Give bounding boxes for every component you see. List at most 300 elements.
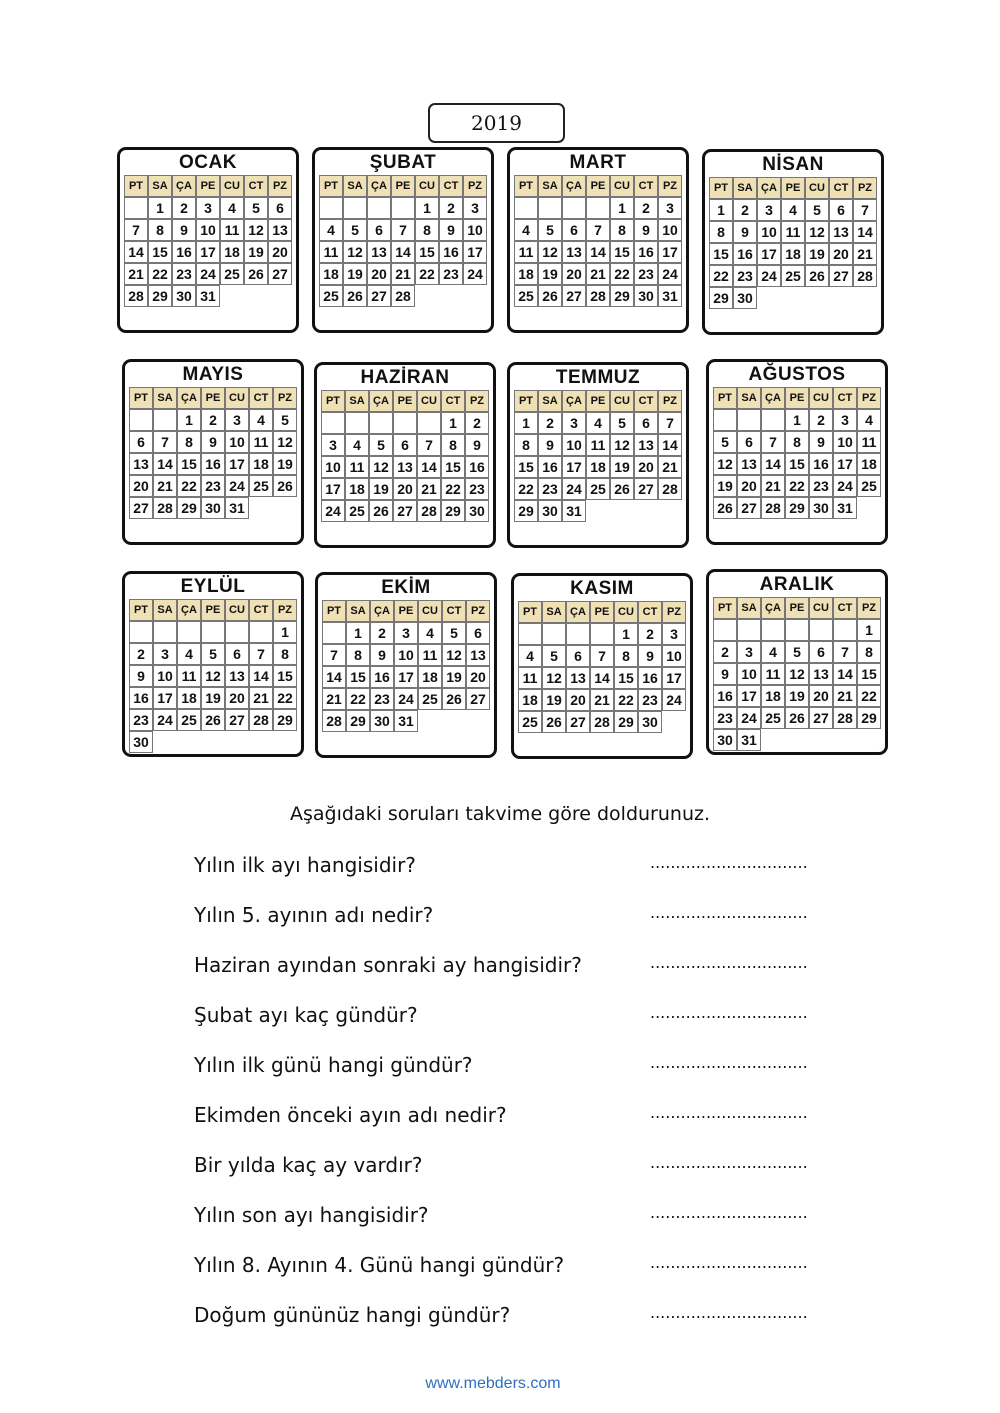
weekday-header: PT [319,175,343,197]
day-cell: 17 [562,456,586,478]
day-cell: 28 [590,711,614,733]
day-cell: 16 [809,453,833,475]
day-cell: 23 [809,475,833,497]
weekday-header: ÇA [369,390,393,412]
answer-blank[interactable]: ............................... [650,1003,808,1022]
day-cell: 11 [586,434,610,456]
day-cell: 31 [658,285,682,307]
day-cell: 1 [709,199,733,221]
month-name: KASIM [570,578,634,599]
day-cell: 24 [757,265,781,287]
weekday-header: PZ [273,599,297,621]
day-cell: 10 [153,665,177,687]
weekday-header: PZ [463,175,487,197]
day-cell: 24 [833,475,857,497]
day-cell: 8 [273,643,297,665]
day-cell: 27 [129,497,153,519]
day-cell: 15 [273,665,297,687]
weekday-header: CU [809,387,833,409]
month-ocak [117,147,299,333]
day-grid [514,390,686,522]
weekday-header: PZ [658,390,682,412]
weekday-header: CT [442,600,466,622]
weekday-header: PT [518,601,542,623]
empty-cell [153,409,177,431]
weekday-header: SA [153,387,177,409]
weekday-header: PT [322,600,346,622]
day-cell: 27 [268,263,292,285]
day-cell: 24 [463,263,487,285]
day-cell: 14 [249,665,273,687]
day-cell: 12 [805,221,829,243]
weekday-header: PE [785,597,809,619]
day-cell: 10 [225,431,249,453]
empty-cell [562,197,586,219]
question-text: Yılın 5. ayının adı nedir? [194,903,434,927]
day-cell: 2 [809,409,833,431]
day-cell: 1 [346,622,370,644]
day-cell: 22 [273,687,297,709]
day-cell: 11 [857,431,881,453]
empty-cell [761,619,785,641]
day-cell: 13 [393,456,417,478]
day-cell: 4 [345,434,369,456]
answer-blank[interactable]: ............................... [650,1253,808,1272]
empty-cell [542,623,566,645]
empty-cell [345,412,369,434]
day-cell: 26 [442,688,466,710]
weekday-header: ÇA [562,390,586,412]
empty-cell [737,409,761,431]
day-cell: 8 [177,431,201,453]
day-cell: 20 [829,243,853,265]
month-name: HAZİRAN [360,367,450,388]
month-name: EYLÜL [180,576,246,597]
day-cell: 15 [441,456,465,478]
day-cell: 24 [562,478,586,500]
day-cell: 2 [439,197,463,219]
day-cell: 7 [322,644,346,666]
empty-cell [124,197,148,219]
day-cell: 2 [129,643,153,665]
day-cell: 5 [538,219,562,241]
day-cell: 5 [369,434,393,456]
day-cell: 30 [538,500,562,522]
day-cell: 18 [514,263,538,285]
day-cell: 8 [709,221,733,243]
day-cell: 16 [538,456,562,478]
question-row [194,1103,834,1133]
day-cell: 10 [196,219,220,241]
answer-blank[interactable]: ............................... [650,1203,808,1222]
day-cell: 18 [249,453,273,475]
empty-cell [129,409,153,431]
day-cell: 16 [634,241,658,263]
day-cell: 26 [201,709,225,731]
weekday-header: CU [809,597,833,619]
day-cell: 23 [201,475,225,497]
day-grid [518,601,690,733]
day-cell: 30 [172,285,196,307]
question-text: Bir yılda kaç ay vardır? [194,1153,423,1177]
day-cell: 4 [220,197,244,219]
day-cell: 16 [465,456,489,478]
day-cell: 27 [466,688,490,710]
day-cell: 13 [809,663,833,685]
day-cell: 2 [538,412,562,434]
weekday-header: ÇA [757,177,781,199]
day-cell: 6 [393,434,417,456]
day-cell: 31 [394,710,418,732]
weekday-header: CT [249,387,273,409]
day-grid [709,177,881,309]
day-cell: 23 [538,478,562,500]
weekday-header: PT [514,175,538,197]
day-cell: 29 [785,497,809,519]
day-cell: 22 [346,688,370,710]
day-cell: 21 [249,687,273,709]
day-cell: 6 [737,431,761,453]
weekday-header: PE [781,177,805,199]
day-cell: 13 [466,644,490,666]
weekday-header: PT [129,599,153,621]
empty-cell [586,197,610,219]
answer-blank[interactable]: ............................... [650,853,808,872]
day-cell: 11 [781,221,805,243]
day-cell: 3 [662,623,686,645]
day-cell: 28 [853,265,877,287]
month-name: ŞUBAT [369,152,437,173]
day-cell: 8 [614,645,638,667]
day-grid [713,597,885,751]
month-name: NİSAN [762,154,824,175]
day-cell: 20 [129,475,153,497]
day-cell: 25 [761,707,785,729]
day-cell: 6 [829,199,853,221]
day-cell: 19 [369,478,393,500]
day-cell: 2 [634,197,658,219]
day-cell: 4 [781,199,805,221]
day-cell: 26 [713,497,737,519]
day-cell: 1 [273,621,297,643]
day-cell: 19 [542,689,566,711]
weekday-header: PZ [857,387,881,409]
day-cell: 29 [514,500,538,522]
weekday-header: CT [439,175,463,197]
day-cell: 15 [614,667,638,689]
day-cell: 3 [196,197,220,219]
empty-cell [713,409,737,431]
day-cell: 16 [713,685,737,707]
day-cell: 21 [761,475,785,497]
answer-blank[interactable]: ............................... [650,953,808,972]
empty-cell [393,412,417,434]
day-cell: 18 [345,478,369,500]
day-cell: 14 [590,667,614,689]
day-cell: 29 [441,500,465,522]
day-cell: 26 [610,478,634,500]
weekday-header: CT [833,597,857,619]
day-cell: 29 [346,710,370,732]
day-cell: 14 [658,434,682,456]
day-cell: 21 [153,475,177,497]
question-row [194,1053,834,1083]
day-cell: 19 [538,263,562,285]
day-cell: 23 [439,263,463,285]
day-cell: 14 [761,453,785,475]
day-cell: 27 [393,500,417,522]
day-cell: 4 [177,643,201,665]
day-cell: 27 [225,709,249,731]
answer-blank[interactable]: ............................... [650,1053,808,1072]
day-cell: 25 [514,285,538,307]
day-cell: 19 [244,241,268,263]
empty-cell [129,621,153,643]
weekday-header: PZ [857,597,881,619]
weekday-header: PT [124,175,148,197]
day-cell: 28 [586,285,610,307]
day-cell: 22 [148,263,172,285]
footer-link[interactable]: www.mebders.com [425,1375,561,1392]
month-haziran [314,362,496,548]
day-cell: 18 [761,685,785,707]
weekday-header: SA [343,175,367,197]
day-cell: 20 [566,689,590,711]
day-cell: 25 [781,265,805,287]
weekday-header: PT [514,390,538,412]
day-cell: 3 [833,409,857,431]
weekday-header: PT [709,177,733,199]
empty-cell [322,622,346,644]
day-cell: 3 [394,622,418,644]
weekday-header: PZ [662,601,686,623]
weekday-header: CT [829,177,853,199]
day-cell: 9 [733,221,757,243]
day-cell: 24 [153,709,177,731]
day-cell: 18 [857,453,881,475]
day-cell: 15 [514,456,538,478]
day-cell: 16 [733,243,757,265]
day-cell: 20 [225,687,249,709]
weekday-header: SA [737,597,761,619]
day-cell: 19 [785,685,809,707]
day-cell: 18 [781,243,805,265]
weekday-header: CT [634,175,658,197]
day-cell: 27 [829,265,853,287]
empty-cell [153,621,177,643]
day-cell: 30 [733,287,757,309]
weekday-header: PE [201,599,225,621]
day-cell: 14 [417,456,441,478]
weekday-header: ÇA [370,600,394,622]
day-cell: 23 [733,265,757,287]
answer-blank[interactable]: ............................... [650,903,808,922]
day-cell: 2 [638,623,662,645]
day-cell: 20 [737,475,761,497]
empty-cell [514,197,538,219]
day-cell: 10 [463,219,487,241]
empty-cell [321,412,345,434]
weekday-header: PE [394,600,418,622]
question-row [194,853,834,883]
day-cell: 28 [417,500,441,522]
day-cell: 2 [370,622,394,644]
day-cell: 8 [441,434,465,456]
day-cell: 2 [201,409,225,431]
day-cell: 13 [268,219,292,241]
question-text: Haziran ayından sonraki ay hangisidir? [194,953,582,977]
day-cell: 15 [415,241,439,263]
weekday-header: SA [538,175,562,197]
day-cell: 18 [518,689,542,711]
day-cell: 23 [713,707,737,729]
day-cell: 26 [273,475,297,497]
day-cell: 3 [321,434,345,456]
answer-blank[interactable]: ............................... [650,1153,808,1172]
day-cell: 25 [319,285,343,307]
day-cell: 8 [148,219,172,241]
day-cell: 11 [177,665,201,687]
day-cell: 3 [757,199,781,221]
day-cell: 30 [638,711,662,733]
day-cell: 2 [713,641,737,663]
question-row [194,1153,834,1183]
day-cell: 14 [153,453,177,475]
day-cell: 27 [566,711,590,733]
day-cell: 12 [713,453,737,475]
day-cell: 13 [129,453,153,475]
day-cell: 16 [201,453,225,475]
day-cell: 21 [590,689,614,711]
day-cell: 22 [177,475,201,497]
day-cell: 7 [586,219,610,241]
weekday-header: CU [418,600,442,622]
empty-cell [737,619,761,641]
day-cell: 19 [713,475,737,497]
weekday-header: SA [737,387,761,409]
question-row [194,903,834,933]
month-name: MAYIS [182,364,244,385]
weekday-header: PE [393,390,417,412]
month-temmuz [507,362,689,548]
day-cell: 18 [177,687,201,709]
weekday-header: ÇA [177,387,201,409]
day-cell: 14 [391,241,415,263]
day-cell: 30 [465,500,489,522]
day-cell: 12 [343,241,367,263]
question-text: Yılın son ayı hangisidir? [194,1203,429,1227]
day-cell: 20 [367,263,391,285]
day-cell: 25 [518,711,542,733]
weekday-header: SA [346,600,370,622]
day-grid [319,175,491,307]
day-cell: 30 [809,497,833,519]
month-kasim [511,573,693,759]
day-cell: 13 [829,221,853,243]
day-cell: 3 [225,409,249,431]
empty-cell [785,619,809,641]
answer-blank[interactable]: ............................... [650,1303,808,1322]
weekday-header: PE [586,175,610,197]
weekday-header: CT [634,390,658,412]
day-cell: 7 [391,219,415,241]
day-cell: 5 [442,622,466,644]
day-cell: 7 [249,643,273,665]
day-cell: 15 [177,453,201,475]
weekday-header: PZ [465,390,489,412]
day-cell: 12 [538,241,562,263]
day-cell: 15 [610,241,634,263]
weekday-header: PE [201,387,225,409]
day-cell: 15 [148,241,172,263]
day-cell: 9 [201,431,225,453]
day-cell: 20 [562,263,586,285]
day-cell: 11 [761,663,785,685]
day-cell: 7 [833,641,857,663]
day-cell: 27 [367,285,391,307]
day-cell: 1 [177,409,201,431]
day-cell: 24 [737,707,761,729]
day-cell: 13 [225,665,249,687]
day-cell: 17 [658,241,682,263]
day-cell: 10 [757,221,781,243]
day-cell: 22 [857,685,881,707]
month-name: ARALIK [759,574,835,595]
answer-blank[interactable]: ............................... [650,1103,808,1122]
question-text: Yılın ilk ayı hangisidir? [194,853,416,877]
day-cell: 31 [737,729,761,751]
day-cell: 17 [394,666,418,688]
day-cell: 7 [590,645,614,667]
year-label: 2019 [428,103,565,143]
day-cell: 28 [833,707,857,729]
day-cell: 19 [805,243,829,265]
day-cell: 7 [853,199,877,221]
day-cell: 22 [709,265,733,287]
day-cell: 11 [518,667,542,689]
weekday-header: PZ [658,175,682,197]
day-cell: 12 [201,665,225,687]
day-cell: 29 [857,707,881,729]
day-cell: 6 [466,622,490,644]
day-cell: 2 [172,197,196,219]
day-cell: 17 [153,687,177,709]
day-cell: 26 [343,285,367,307]
day-cell: 20 [634,456,658,478]
weekday-header: CU [805,177,829,199]
empty-cell [417,412,441,434]
day-cell: 21 [124,263,148,285]
day-cell: 17 [833,453,857,475]
day-cell: 10 [833,431,857,453]
day-cell: 22 [415,263,439,285]
day-cell: 4 [418,622,442,644]
day-cell: 28 [249,709,273,731]
day-cell: 23 [370,688,394,710]
empty-cell [713,619,737,641]
day-cell: 25 [345,500,369,522]
day-cell: 18 [586,456,610,478]
month-name: TEMMUZ [555,367,641,388]
day-cell: 3 [562,412,586,434]
instruction-text: Aşağıdaki soruları takvime göre doldurunuz. [289,803,710,825]
empty-cell [249,621,273,643]
weekday-header: ÇA [367,175,391,197]
day-cell: 9 [634,219,658,241]
day-cell: 31 [225,497,249,519]
question-row [194,1253,834,1283]
empty-cell [518,623,542,645]
